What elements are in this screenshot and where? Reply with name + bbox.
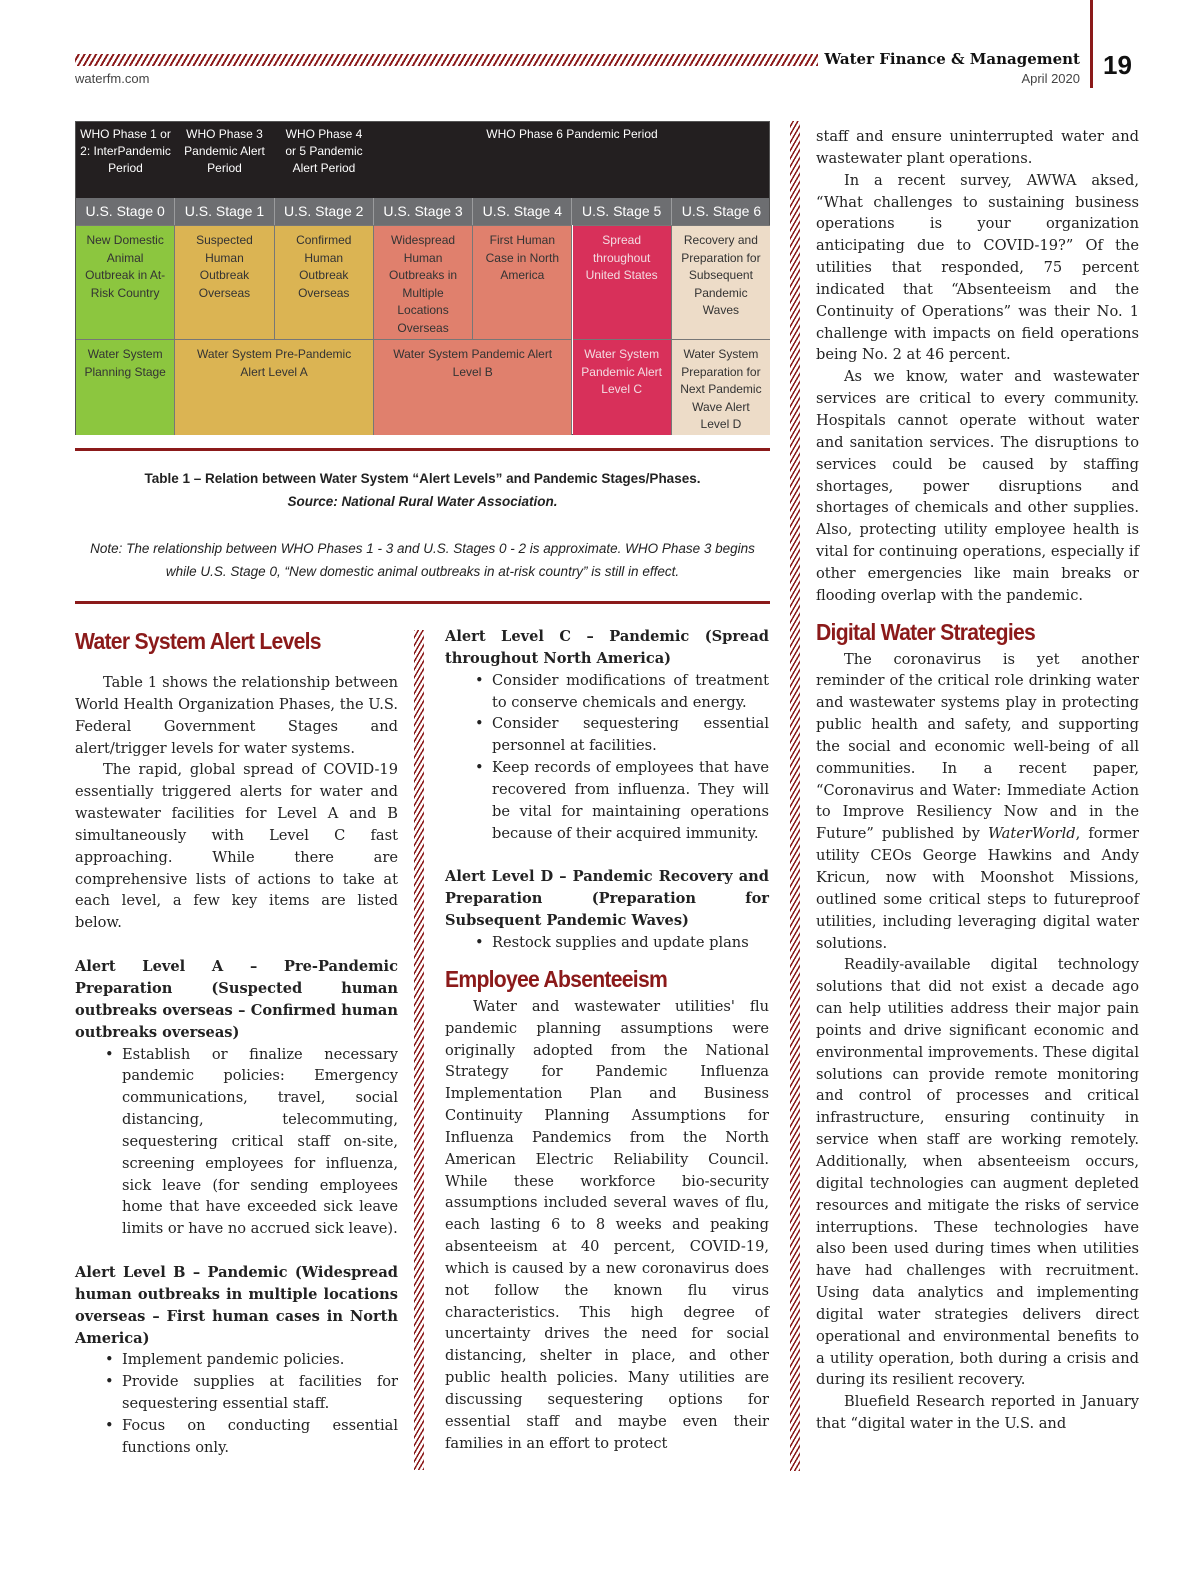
list-item: • Establish or finalize necessary pandemic policies: Emergency communications, travel, social distancing, telecommuting, sequestering critical staff on-site, screening employees for influenza, sick leave (for sending employees home that have exceeded sick leave limits or have no accrued sick leave). <box>75 1044 398 1241</box>
list-item: • Focus on conducting essential functions only. <box>75 1415 398 1459</box>
alert-level-cell: Water System Preparation for Next Pandemic Wave Alert Level D <box>672 339 770 435</box>
column-separator-left <box>414 630 424 1470</box>
pandemic-stages-table <box>75 121 770 435</box>
caption-source: Source: National Rural Water Association. <box>287 494 558 509</box>
paragraph: Water and wastewater utilities' flu pandemic planning assumptions were originally adopted from the National Strategy for Pandemic Influenza Implementation Plan and Business Continuity Planning Assumptions for Influenza Pandemics from the North American Electric Reliability Council. While these workforce bio-security assumptions included several waves of flu, each lasting 6 to 8 weeks and peaking absenteeism at 40 percent, COVID-19, which is caused by a new coronavirus does not follow the known flu virus characteristics. This high degree of uncertainty drives the need for social distancing, shelter in place, and other public health policies. Many utilities are discussing sequestering options for essential staff and maybe even their families in an effort to protect <box>445 997 769 1452</box>
alert-level-b-heading: Alert Level B – Pandemic (Widespread human outbreaks in multiple locations overseas – First human cases in North America) <box>75 1264 398 1347</box>
caption-title: Table 1 – Relation between Water System “Alert Levels” and Pandemic Stages/Phases. <box>144 471 701 486</box>
column-right <box>816 126 1139 1435</box>
list-item: • Implement pandemic policies. <box>75 1349 398 1371</box>
section-heading: Water System Alert Levels <box>75 628 321 654</box>
page-number: 19 <box>1103 50 1132 80</box>
list-item: • Restock supplies and update plans <box>445 932 769 954</box>
stage-description-cell: First Human Case in North America <box>473 225 572 339</box>
section-heading: Employee Absenteeism <box>445 965 668 992</box>
paragraph-text: , former utility CEOs George Hawkins and Andy Kricun, now with Moonshot Missions, outlined some critical steps to futureproof utilities, including leveraging digital water solutions. <box>816 825 1139 952</box>
alert-level-d-list <box>445 932 769 954</box>
table-caption <box>75 467 770 513</box>
issue-date: April 2020 <box>1021 71 1080 86</box>
paragraph-text: The coronavirus is yet another reminder of the critical role drinking water and wastewater systems play in protecting public health and safety, and supporting the social and economic well-being of all communities. In a recent paper, “Coronavirus and Water: Immediate Action to Improve Resiliency Now and in the Future” published by <box>816 650 1139 843</box>
column-left <box>75 626 398 1459</box>
alert-level-a-heading: Alert Level A – Pre-Pandemic Preparation (Suspected human outbreaks overseas – Confirmed human outbreaks overseas) <box>75 958 398 1041</box>
phase-cell: WHO Phase 1 or 2: InterPandemic Period <box>80 127 171 175</box>
stage-description-cell: Suspected Human Outbreak Overseas <box>175 225 274 339</box>
publication-name: WaterWorld <box>987 825 1076 843</box>
list-item: • Consider sequestering essential personnel at facilities. <box>445 713 769 757</box>
paragraph: Readily-available digital technology solutions that did not exist a decade ago can help utilities address their major pain points and drive significant economic and environmental improvements. These digital solutions can provide remote monitoring and control of processes and critical infrastructure, ensuring continuity in service when staff are working remotely. Additionally, when absenteeism occurs, digital technologies can augment depleted resources and mitigate the risks of service interruptions. These technologies have also been used during times when utilities have had challenges with recruitment. Using data analytics and implementing digital water strategies delivers direct operational and environmental benefits to a utility operation, both during a crisis and during its resilient recovery. <box>816 956 1139 1389</box>
alert-level-b-list <box>75 1349 398 1458</box>
paragraph: staff and ensure uninterrupted water and wastewater plant operations. <box>816 128 1139 167</box>
column-separator-right <box>790 121 800 1471</box>
paragraph: Table 1 shows the relationship between World Health Organization Phases, the U.S. Federal Government Stages and alert/trigger levels for water systems. <box>75 674 398 757</box>
list-item: • Consider modifications of treatment to conserve chemicals and energy. <box>445 670 769 714</box>
stage-cell: U.S. Stage 0 <box>76 198 175 225</box>
paragraph: The rapid, global spread of COVID-19 essentially triggered alerts for water and wastewater facilities for Level A and B simultaneously with Level C fast approaching. While there are comprehensive lists of actions to take at each level, a few key items are listed below. <box>75 761 398 932</box>
paragraph <box>816 649 1139 955</box>
alert-level-cell: Water System Pre-Pandemic Alert Level A <box>175 339 374 435</box>
alert-level-d-heading: Alert Level D – Pandemic Recovery and Preparation (Preparation for Subsequent Pandemic Waves) <box>445 868 769 930</box>
stage-cell: U.S. Stage 1 <box>175 198 274 225</box>
header-hatch-rule <box>75 54 818 66</box>
website-link[interactable]: waterfm.com <box>75 71 150 86</box>
us-stage-row <box>76 198 769 225</box>
alert-level-c-list <box>445 670 769 845</box>
table-bottom-rule <box>75 448 770 451</box>
publication-title: Water Finance & Management <box>824 50 1080 68</box>
stage-cell: U.S. Stage 3 <box>374 198 473 225</box>
table-note: Note: The relationship between WHO Phases 1 - 3 and U.S. Stages 0 - 2 is approximate. WHO Phase 3 begins while U.S. Stage 0, “New domestic animal outbreaks in at-risk country” is still in effect. <box>90 541 755 579</box>
phase-cell: WHO Phase 4 or 5 Pandemic Alert Period <box>285 127 363 175</box>
stage-description-cell: Recovery and Preparation for Subsequent Pandemic Waves <box>672 225 770 339</box>
stage-cell: U.S. Stage 6 <box>681 203 762 219</box>
stage-cell: U.S. Stage 5 <box>573 198 672 225</box>
list-item: • Provide supplies at facilities for sequestering essential staff. <box>75 1371 398 1415</box>
list-item: • Keep records of employees that have recovered from influenza. They will be vital for maintaining operations because of their acquired immunity. <box>445 757 769 844</box>
paragraph: In a recent survey, AWWA aksed, “What challenges to sustaining business operations is your organization anticipating due to COVID-19?” Of the utilities that responded, 75 percent indicated that “Absenteeism and the Continuity of Operations” was their No. 1 challenge with impacts on field operations being No. 2 at 46 percent. <box>816 171 1139 364</box>
alert-level-a-list <box>75 1044 398 1241</box>
phase-cell: WHO Phase 6 Pandemic Period <box>486 127 658 141</box>
stage-description-cell: New Domestic Animal Outbreak in At-Risk Country <box>76 225 175 339</box>
who-phase-row <box>76 122 769 198</box>
section-heading: Digital Water Strategies <box>816 618 1036 645</box>
column-middle <box>445 626 769 1455</box>
alert-level-cell: Water System Planning Stage <box>76 339 175 435</box>
stage-description-cell: Confirmed Human Outbreak Overseas <box>275 225 374 339</box>
alert-level-c-heading: Alert Level C – Pandemic (Spread throughout North America) <box>445 628 769 667</box>
alert-level-cell: Water System Pandemic Alert Level B <box>374 339 573 435</box>
phase-cell: WHO Phase 3 Pandemic Alert Period <box>184 127 265 175</box>
paragraph: Bluefield Research reported in January that “digital water in the U.S. and <box>816 1393 1139 1433</box>
caption-bottom-rule <box>75 601 770 604</box>
alert-level-cell: Water System Pandemic Alert Level C <box>573 339 672 435</box>
stage-description-cell: Widespread Human Outbreaks in Multiple Locations Overseas <box>374 225 473 339</box>
stage-cell: U.S. Stage 2 <box>275 198 374 225</box>
stage-description-cell: Spread throughout United States <box>573 225 672 339</box>
paragraph: As we know, water and wastewater services are critical to every community. Hospitals cannot operate without water and sanitation services. The disruptions to services could be caused by staffing shortages, power disruptions and shortages of chemicals and other supplies. Also, protecting utility employee health is vital for continuing operations, especially if other emergencies like main breaks or flooding overlap with the pandemic. <box>816 368 1139 604</box>
header-vertical-bar <box>1090 0 1093 88</box>
stage-cell: U.S. Stage 4 <box>473 198 572 225</box>
